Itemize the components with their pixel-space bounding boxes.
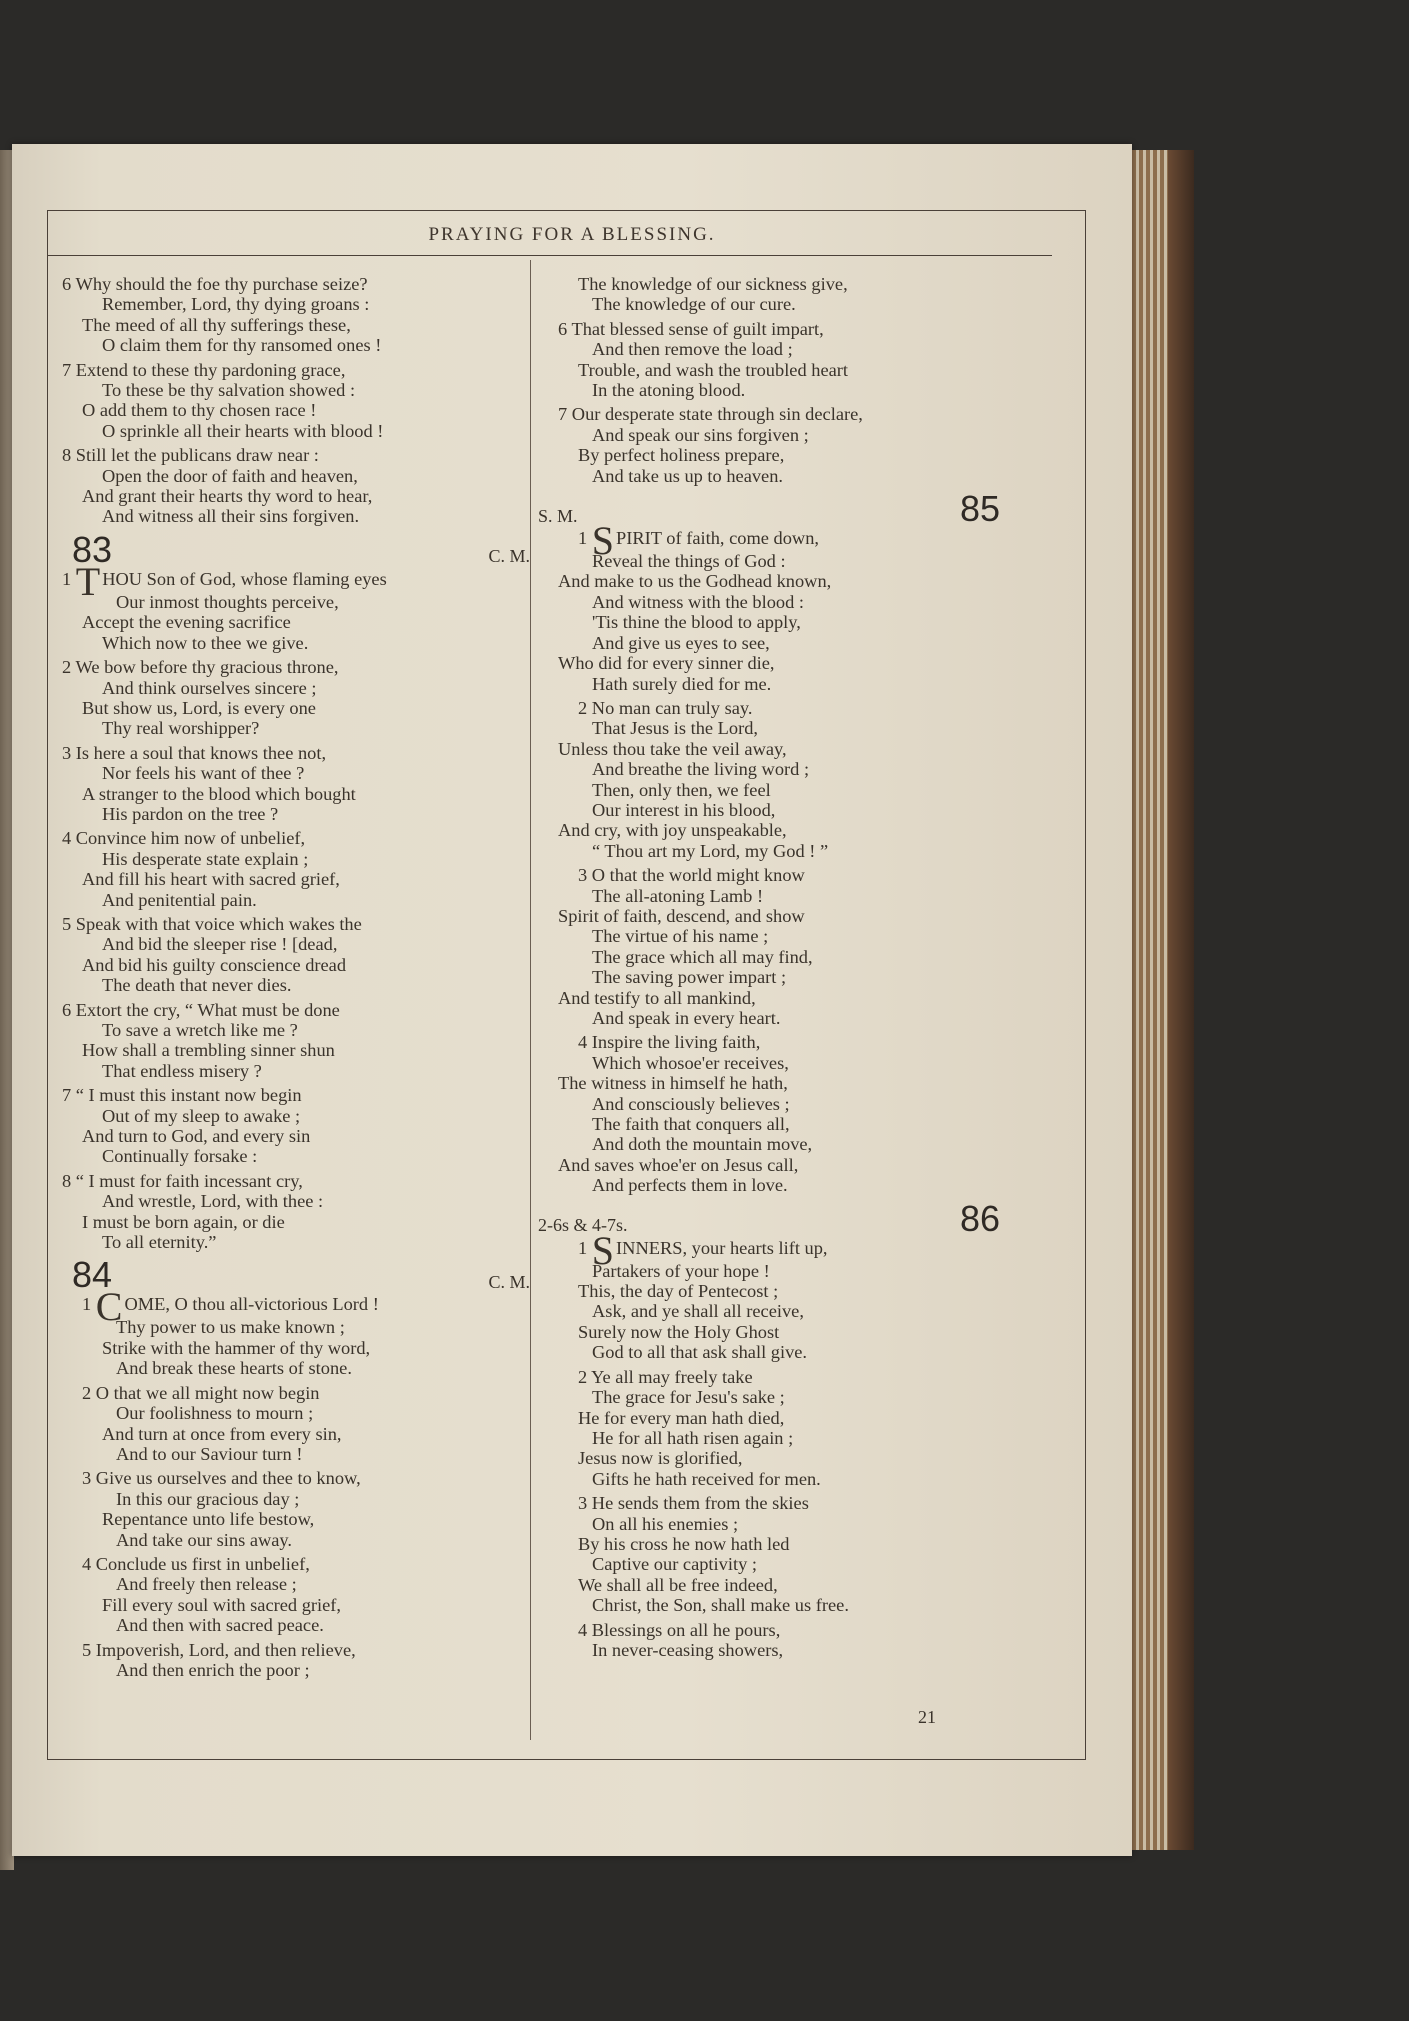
verse-line: Continually forsake :	[102, 1146, 258, 1167]
verse-line: 4 Convince him now of unbelief,	[62, 828, 306, 849]
verse-line: That endless misery ?	[102, 1060, 262, 1081]
verse-line: On all his enemies ;	[592, 1513, 739, 1534]
hymn-83-body	[62, 592, 530, 1253]
verse-line: Reveal the things of God :	[592, 551, 786, 572]
verse-line: I must be born again, or die	[82, 1211, 285, 1232]
verse-line: And cry, with joy unspeakable,	[558, 820, 787, 841]
verse-line: 5 Speak with that voice which wakes the	[62, 913, 362, 934]
verse-line: God to all that ask shall give.	[592, 1342, 808, 1363]
verse-line: 3 Give us ourselves and thee to know,	[82, 1468, 361, 1489]
verse-line: 6 Extort the cry, “ What must be done	[62, 999, 340, 1020]
verse-line: And turn to God, and every sin	[82, 1126, 311, 1147]
verse-line: 7 Our desperate state through sin declare,	[558, 404, 863, 425]
verse-line: By perfect holiness prepare,	[578, 445, 785, 466]
verse-line: Surely now the Holy Ghost	[578, 1321, 780, 1342]
verse-line: How shall a trembling sinner shun	[82, 1040, 335, 1061]
hymn-number: 85	[959, 488, 1000, 530]
verse-line: The meed of all thy sufferings these,	[82, 314, 351, 335]
hymn-meter: S. M.	[538, 505, 578, 526]
verse-line: In never-ceasing showers,	[592, 1639, 784, 1660]
verse-line: And bid the sleeper rise ! [dead,	[102, 934, 338, 955]
verse-line: O claim them for thy ransomed ones !	[102, 335, 382, 356]
hymn-meter: 2-6s & 4-7s.	[538, 1215, 628, 1236]
verse-line: And wrestle, Lord, with thee :	[102, 1191, 324, 1212]
verse-line: Who did for every sinner die,	[558, 653, 775, 674]
verse-line: Spirit of faith, descend, and show	[558, 905, 805, 926]
hymn-86-body	[538, 1261, 1008, 1661]
verse-line: 6 That blessed sense of guilt impart,	[558, 318, 824, 339]
verse-line: 3 He sends them from the skies	[578, 1493, 809, 1514]
verse-line: 3 Is here a soul that knows thee not,	[62, 742, 327, 763]
verse-line: And testify to all mankind,	[558, 987, 756, 1008]
verse-line: Thy power to us make known ;	[116, 1317, 345, 1338]
hymn-number: 84	[72, 1254, 113, 1296]
verse-line: His desperate state explain ;	[102, 848, 309, 869]
verse-line: Christ, the Son, shall make us free.	[592, 1595, 849, 1616]
hymn-83-first-line: 1 T HOU Son of God, whose flaming eyes	[62, 558, 387, 604]
column-rule	[530, 260, 531, 1740]
verse-line: Which whosoe'er receives,	[592, 1052, 789, 1073]
verse-line: O add them to thy chosen race !	[82, 400, 317, 421]
verse-line: Open the door of faith and heaven,	[102, 465, 358, 486]
verse-line: Accept the evening sacrifice	[82, 612, 291, 633]
verse-line: Remember, Lord, thy dying groans :	[102, 294, 370, 315]
verse-line: 2 No man can truly say.	[578, 697, 753, 718]
hymn-82-continuation	[62, 274, 530, 527]
verse-line: The faith that conquers all,	[592, 1114, 790, 1135]
hymn-85-first-line: 1 S PIRIT of faith, come down,	[578, 518, 819, 564]
verse-line: The knowledge of our sickness give,	[578, 274, 848, 294]
verse-line: And take our sins away.	[116, 1529, 293, 1550]
drop-cap: S	[591, 518, 615, 564]
verse-line: Gifts he hath received for men.	[592, 1468, 821, 1489]
verse-line: Repentance unto life bestow,	[102, 1509, 315, 1530]
verse-line: And penitential pain.	[102, 889, 257, 910]
verse-line: A stranger to the blood which bought	[82, 783, 356, 804]
hymn-85-header	[538, 490, 1008, 528]
verse-line: And fill his heart with sacred grief,	[82, 869, 340, 890]
verse-line: Which now to thee we give.	[102, 632, 309, 653]
verse-line: 6 Why should the foe thy purchase seize?	[62, 274, 368, 294]
verse-line: The all-atoning Lamb !	[592, 885, 764, 906]
right-column	[538, 274, 1008, 1660]
verse-line: And consciously believes ;	[592, 1093, 790, 1114]
verse-line: O sprinkle all their hearts with blood !	[102, 420, 384, 441]
verse-line: And then remove the load ;	[592, 339, 793, 360]
verse-line: The witness in himself he hath,	[558, 1073, 788, 1094]
verse-line: The knowledge of our cure.	[592, 294, 796, 315]
verse-line: Then, only then, we feel	[592, 779, 771, 800]
verse-line: And witness all their sins forgiven.	[102, 506, 360, 527]
hymn-84-first-line: 1 C OME, O thou all-victorious Lord !	[82, 1284, 379, 1330]
verse-line: 7 “ I must this instant now begin	[62, 1085, 302, 1106]
verse-line: Jesus now is glorified,	[578, 1448, 743, 1469]
verse-line: And think ourselves sincere ;	[102, 677, 317, 698]
verse-line: Unless thou take the veil away,	[558, 738, 787, 759]
verse-line: And witness with the blood :	[592, 591, 804, 612]
verse-line: He for all hath risen again ;	[592, 1427, 794, 1448]
verse-line: To all eternity.”	[102, 1232, 217, 1253]
verse-line: Partakers of your hope !	[592, 1260, 770, 1281]
verse-line: He for every man hath died,	[578, 1407, 785, 1428]
verse-line: The saving power impart ;	[592, 967, 787, 988]
verse-line: The virtue of his name ;	[592, 926, 769, 947]
running-head: PRAYING FOR A BLESSING.	[428, 224, 716, 245]
hymn-85-body	[538, 551, 1008, 1196]
verse-line: And doth the mountain move,	[592, 1134, 813, 1155]
verse-line: 'Tis thine the blood to apply,	[592, 612, 801, 633]
verse-line: 2 Ye all may freely take	[578, 1366, 753, 1387]
verse-line: And then with sacred peace.	[116, 1615, 324, 1636]
verse-line: And freely then release ;	[116, 1574, 297, 1595]
verse-line: And turn at once from every sin,	[102, 1423, 342, 1444]
verse-line: This, the day of Pentecost ;	[578, 1281, 779, 1302]
hymn-83-header	[62, 528, 530, 570]
verse-line: We shall all be free indeed,	[578, 1574, 778, 1595]
verse-line: And speak in every heart.	[592, 1008, 781, 1028]
verse-line: Our interest in his blood,	[592, 799, 776, 820]
hymnal-page	[12, 144, 1132, 1856]
verse-line: And to our Saviour turn !	[116, 1443, 303, 1464]
verse-line: 4 Inspire the living faith,	[578, 1032, 761, 1053]
verse-line: In the atoning blood.	[592, 380, 746, 401]
hymn-84-header	[62, 1256, 530, 1294]
verse-line: 2 We bow before thy gracious throne,	[62, 657, 339, 678]
verse-line: Thy real worshipper?	[102, 718, 260, 739]
verse-line: “ Thou art my Lord, my God ! ”	[592, 840, 829, 861]
verse-line: And breathe the living word ;	[592, 759, 810, 780]
verse-line: But show us, Lord, is every one	[82, 697, 316, 718]
verse-line: And break these hearts of stone.	[116, 1358, 352, 1379]
verse-line: Strike with the hammer of thy word,	[102, 1337, 371, 1358]
verse-line: The death that never dies.	[102, 975, 292, 996]
verse-line: 8 “ I must for faith incessant cry,	[62, 1170, 303, 1191]
verse-line: 5 Impoverish, Lord, and then relieve,	[82, 1639, 356, 1660]
left-column	[62, 274, 530, 1680]
verse-line: Out of my sleep to awake ;	[102, 1105, 301, 1126]
verse-line: 3 O that the world might know	[578, 865, 805, 886]
hymn-number: 83	[72, 528, 113, 570]
hymn-meter: C. M.	[488, 1272, 530, 1293]
verse-line: 8 Still let the publicans draw near :	[62, 445, 319, 466]
hymn-84-continuation	[538, 274, 1008, 486]
verse-line: Ask, and ye shall all receive,	[592, 1301, 804, 1322]
verse-line: To these be thy salvation showed :	[102, 380, 356, 401]
verse-line: Our foolishness to mourn ;	[116, 1403, 314, 1424]
verse-line: That Jesus is the Lord,	[592, 718, 759, 739]
verse-line: Trouble, and wash the troubled heart	[578, 359, 849, 380]
verse-line: Fill every soul with sacred grief,	[102, 1594, 342, 1615]
verse-line: And saves whoe'er on Jesus call,	[558, 1154, 799, 1175]
verse-line: And then enrich the poor ;	[116, 1659, 310, 1680]
verse-line: And grant their hearts thy word to hear,	[82, 486, 373, 507]
verse-line: Our inmost thoughts perceive,	[116, 591, 339, 612]
verse-line: 7 Extend to these thy pardoning grace,	[62, 359, 346, 380]
drop-cap: C	[95, 1284, 123, 1330]
verse-line: Hath surely died for me.	[592, 673, 772, 694]
verse-line: The grace for Jesu's sake ;	[592, 1387, 785, 1408]
verse-line: 2 O that we all might now begin	[82, 1382, 320, 1403]
verse-line: Captive our captivity ;	[592, 1554, 757, 1575]
verse-line: By his cross he now hath led	[578, 1533, 790, 1554]
book-cover-edge	[1168, 150, 1194, 1850]
verse-line: His pardon on the tree ?	[102, 803, 279, 824]
verse-line: And give us eyes to see,	[592, 632, 770, 653]
verse-line: To save a wretch like me ?	[102, 1020, 298, 1040]
verse-line: And make to us the Godhead known,	[558, 571, 832, 592]
page-number: 21	[918, 1707, 936, 1727]
verse-line: 4 Blessings on all he pours,	[578, 1619, 781, 1640]
hymn-86-header	[538, 1197, 1008, 1239]
verse-line: 4 Conclude us first in unbelief,	[82, 1553, 310, 1574]
verse-line: In this our gracious day ;	[116, 1488, 300, 1509]
verse-line: And take us up to heaven.	[592, 465, 784, 486]
hymn-number: 86	[959, 1197, 1000, 1239]
hymn-meter: C. M.	[488, 546, 530, 567]
hymn-84-body	[62, 1317, 530, 1680]
drop-cap: T	[75, 558, 101, 604]
verse-line: And speak our sins forgiven ;	[592, 424, 809, 445]
verse-line: And bid his guilty conscience dread	[82, 954, 347, 975]
drop-cap: S	[591, 1227, 615, 1273]
verse-line: Nor feels his want of thee ?	[102, 763, 305, 784]
verse-line: The grace which all may find,	[592, 946, 813, 967]
verse-line: And perfects them in love.	[592, 1175, 788, 1196]
head-rule	[48, 255, 1052, 256]
hymn-86-first-line: 1 S INNERS, your hearts lift up,	[578, 1227, 828, 1273]
